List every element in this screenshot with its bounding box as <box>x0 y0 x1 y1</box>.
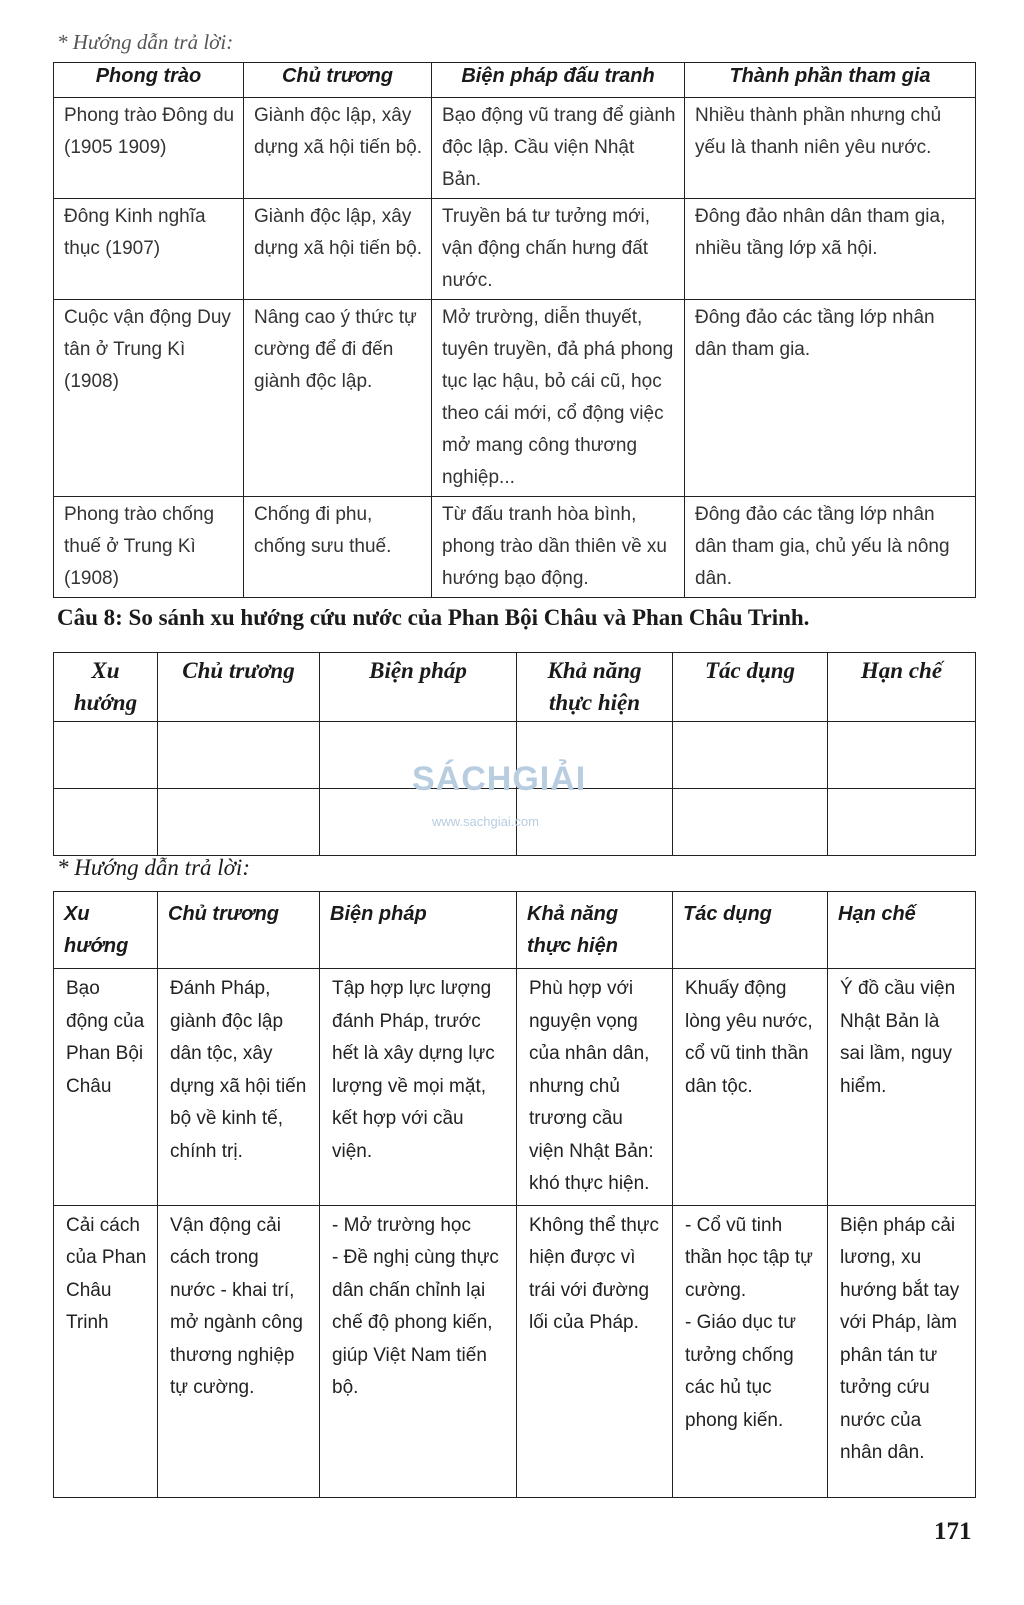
table-row <box>54 969 976 1206</box>
table-header-cell: Khả năng thực hiện <box>517 653 673 722</box>
table-cell: Bạo động vũ trang để giành độc lập. Cầu viện Nhật Bản. <box>432 98 685 199</box>
guide-heading-2: * Hướng dẫn trả lời: <box>57 855 250 880</box>
table-cell: Không thể thực hiện được vì trái với đường lối của Pháp. <box>517 1205 673 1497</box>
table-row <box>54 300 976 497</box>
table-header-cell: Tác dụng <box>673 653 828 722</box>
table-cell: Mở trường, diễn thuyết, tuyên truyền, đả phá phong tục lạc hậu, bỏ cái cũ, học theo cái mới, cổ động việc mở mang công thương nghiệp... <box>432 300 685 497</box>
table-cell: Ý đồ cầu viện Nhật Bản là sai lầm, nguy hiểm. <box>828 969 976 1206</box>
table-cell: Nhiều thành phần nhưng chủ yếu là thanh niên yêu nước. <box>685 98 976 199</box>
table-header-cell: Hạn chế <box>828 892 976 969</box>
table-cell: Biện pháp cải lương, xu hướng bắt tay với Pháp, làm phân tán tư tưởng cứu nước của nhân dân. <box>828 1205 976 1497</box>
table-cell <box>828 789 976 856</box>
table-header-row <box>54 63 976 98</box>
table-row <box>54 98 976 199</box>
table-cell: Phong trào Đông du (1905 1909) <box>54 98 244 199</box>
table-cell: Đông Kinh nghĩa thục (1907) <box>54 199 244 300</box>
guide-heading-1: * Hướng dẫn trả lời: <box>57 30 234 54</box>
table-cell: Cuộc vận động Duy tân ở Trung Kì (1908) <box>54 300 244 497</box>
table-cell: Từ đấu tranh hòa bình, phong trào dần thiên về xu hướng bạo động. <box>432 497 685 598</box>
table-cell: Đánh Pháp, giành độc lập dân tộc, xây dựng xã hội tiến bộ về kinh tế, chính trị. <box>158 969 320 1206</box>
table-header-cell: Biện pháp <box>320 892 517 969</box>
table-cell: Đông đảo các tầng lớp nhân dân tham gia. <box>685 300 976 497</box>
table-cell: Khuấy động lòng yêu nước, cổ vũ tinh thần dân tộc. <box>673 969 828 1206</box>
movements-table <box>53 62 976 598</box>
watermark-text: SÁCHGIẢI <box>412 760 587 798</box>
watermark-url: www.sachgiai.com <box>432 814 539 829</box>
table-cell <box>673 789 828 856</box>
table-cell: Tập hợp lực lượng đánh Pháp, trước hết là xây dựng lực lượng về mọi mặt, kết hợp với cầu viện. <box>320 969 517 1206</box>
table-header-cell: Biện pháp đấu tranh <box>432 63 685 98</box>
table-cell: Chống đi phu, chống sưu thuế. <box>244 497 432 598</box>
question-8-heading: Câu 8: So sánh xu hướng cứu nước của Phan Bội Châu và Phan Châu Trinh. <box>57 605 810 630</box>
watermark <box>412 760 622 840</box>
table-cell: Phù hợp với nguyện vọng của nhân dân, nhưng chủ trương cầu viện Nhật Bản: khó thực hiện. <box>517 969 673 1206</box>
table-cell: Vận động cải cách trong nước - khai trí, mở ngành công thương nghiệp tự cường. <box>158 1205 320 1497</box>
table-cell: Giành độc lập, xây dựng xã hội tiến bộ. <box>244 98 432 199</box>
table-header-row <box>54 892 976 969</box>
table-cell: Truyền bá tư tưởng mới, vận động chấn hưng đất nước. <box>432 199 685 300</box>
table-cell: Phong trào chống thuế ở Trung Kì (1908) <box>54 497 244 598</box>
table-cell <box>673 722 828 789</box>
table-row <box>54 1205 976 1497</box>
comparison-answer-table <box>53 891 976 1498</box>
table-cell <box>158 789 320 856</box>
table-cell: Đông đảo nhân dân tham gia, nhiều tầng lớp xã hội. <box>685 199 976 300</box>
table-row <box>54 497 976 598</box>
page-number: 171 <box>934 1518 972 1545</box>
table-cell <box>54 789 158 856</box>
table-header-cell: Phong trào <box>54 63 244 98</box>
table-header-cell: Chủ trương <box>244 63 432 98</box>
table-header-cell: Xu hướng <box>54 892 158 969</box>
table-cell <box>828 722 976 789</box>
table-cell: Đông đảo các tầng lớp nhân dân tham gia, chủ yếu là nông dân. <box>685 497 976 598</box>
table-header-cell: Thành phần tham gia <box>685 63 976 98</box>
table-header-cell: Biện pháp <box>320 653 517 722</box>
table-cell <box>54 722 158 789</box>
table-header-cell: Tác dụng <box>673 892 828 969</box>
table-cell: Bạo động của Phan Bội Châu <box>54 969 158 1206</box>
table-header-cell: Khả năng thực hiện <box>517 892 673 969</box>
table-cell: Nâng cao ý thức tự cường để đi đến giành độc lập. <box>244 300 432 497</box>
table-cell: Giành độc lập, xây dựng xã hội tiến bộ. <box>244 199 432 300</box>
table-cell: - Cổ vũ tinh thần học tập tự cường. - Giáo dục tư tưởng chống các hủ tục phong kiến. <box>673 1205 828 1497</box>
table-row <box>54 199 976 300</box>
table-cell: Cải cách của Phan Châu Trinh <box>54 1205 158 1497</box>
table-header-cell: Chủ trương <box>158 892 320 969</box>
table-cell: - Mở trường học - Đề nghị cùng thực dân chấn chỉnh lại chế độ phong kiến, giúp Việt Nam tiến bộ. <box>320 1205 517 1497</box>
table-header-cell: Hạn chế <box>828 653 976 722</box>
table-cell <box>158 722 320 789</box>
table-header-row <box>54 653 976 722</box>
table-header-cell: Chủ trương <box>158 653 320 722</box>
table-header-cell: Xu hướng <box>54 653 158 722</box>
